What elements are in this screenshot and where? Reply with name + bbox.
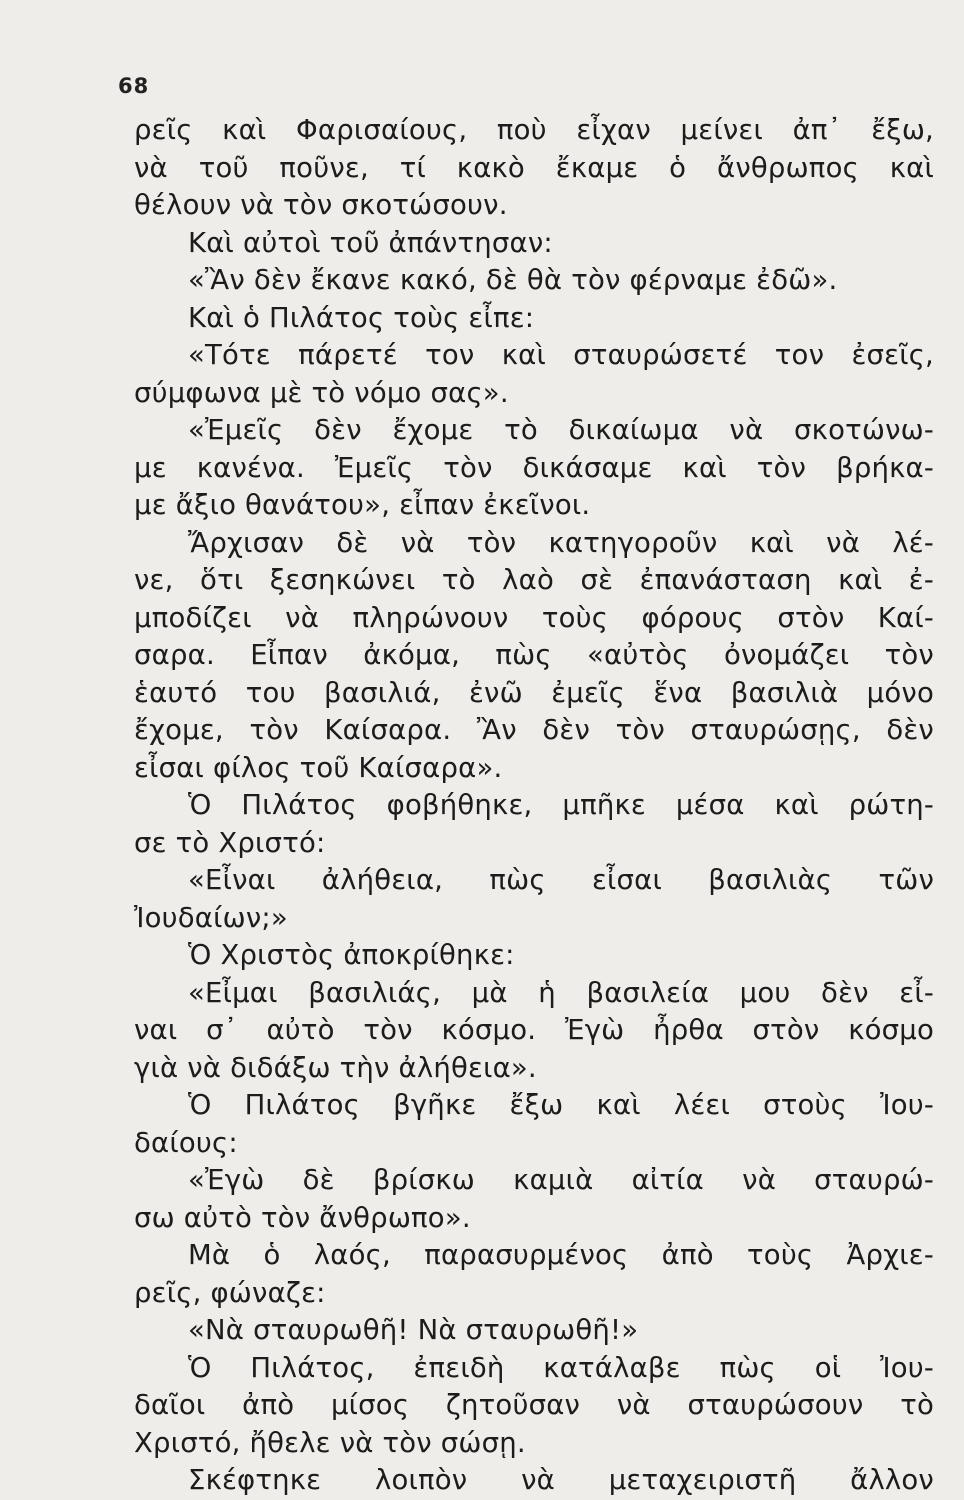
text-line: Ὁ Πιλάτος, ἐπειδὴ κατάλαβε πὼς οἱ Ἰου- bbox=[188, 1351, 934, 1384]
text-line: Ὁ Πιλάτος φοβήθηκε, μπῆκε μέσα καὶ ρώτη- bbox=[188, 789, 934, 821]
text-line: Χριστό, ἤθελε νὰ τὸν σώσῃ. bbox=[134, 1426, 526, 1459]
page-number: 68 bbox=[118, 74, 150, 98]
text-line: Καὶ αὐτοὶ τοῦ ἀπάντησαν: bbox=[188, 226, 553, 259]
text-line: γιὰ νὰ διδάξω τὴν ἀλήθεια». bbox=[134, 1051, 537, 1084]
text-line: με κανένα. Ἐμεῖς τὸν δικάσαμε καὶ τὸν βρήκα- bbox=[134, 451, 934, 484]
text-line: μποδίζει νὰ πληρώνουν τοὺς φόρους στὸν Καί- bbox=[134, 601, 934, 634]
text-line: ρεῖς καὶ Φαρισαίους, ποὺ εἶχαν μείνει ἀπ᾽ ἔξω, bbox=[134, 114, 934, 146]
text-line: ἔχομε, τὸν Καίσαρα. Ἂν δὲν τὸν σταυρώσῃς, δὲν bbox=[134, 714, 934, 746]
text-line: «Ἐγὼ δὲ βρίσκω καμιὰ αἰτία νὰ σταυρώ- bbox=[188, 1164, 934, 1196]
text-line: Ἰουδαίων;» bbox=[134, 901, 288, 934]
text-line: σύμφωνα μὲ τὸ νόμο σας». bbox=[134, 376, 509, 409]
text-line: «Ἂν δὲν ἔκανε κακό, δὲ θὰ τὸν φέρναμε ἐδῶ». bbox=[188, 264, 838, 296]
text-line: σε τὸ Χριστό: bbox=[134, 826, 326, 859]
text-line: ἑαυτό του βασιλιά, ἐνῶ ἐμεῖς ἕνα βασιλιὰ μόνο bbox=[134, 676, 934, 709]
text-line: με ἄξιο θανάτου», εἶπαν ἐκεῖνοι. bbox=[134, 489, 591, 521]
text-line: Ὁ Πιλάτος βγῆκε ἔξω καὶ λέει στοὺς Ἰου- bbox=[188, 1089, 934, 1121]
text-line: σαρα. Εἶπαν ἀκόμα, πὼς «αὐτὸς ὀνομάζει τὸν bbox=[134, 639, 934, 671]
text-line: «Ἐμεῖς δὲν ἔχομε τὸ δικαίωμα νὰ σκοτώνω- bbox=[188, 414, 934, 446]
text-line: Σκέφτηκε λοιπὸν νὰ μεταχειριστῆ ἄλλον bbox=[188, 1464, 934, 1496]
text-line: Μὰ ὁ λαός, παρασυρμένος ἀπὸ τοὺς Ἀρχιε- bbox=[188, 1239, 934, 1271]
text-line: «Νὰ σταυρωθῆ! Νὰ σταυρωθῆ!» bbox=[188, 1314, 639, 1346]
text-line: νε, ὅτι ξεσηκώνει τὸ λαὸ σὲ ἐπανάσταση καὶ ἐ- bbox=[134, 564, 934, 596]
text-line: ρεῖς, φώναζε: bbox=[134, 1276, 326, 1309]
text-line: «Εἶμαι βασιλιάς, μὰ ἡ βασιλεία μου δὲν εἶ- bbox=[188, 976, 934, 1009]
text-line: δαίους: bbox=[134, 1126, 238, 1159]
text-line: θέλουν νὰ τὸν σκοτώσουν. bbox=[134, 189, 508, 221]
text-line: σω αὐτὸ τὸν ἄνθρωπο». bbox=[134, 1201, 471, 1234]
text-line: Ἄρχισαν δὲ νὰ τὸν κατηγοροῦν καὶ νὰ λέ- bbox=[188, 526, 934, 559]
body-text bbox=[134, 112, 934, 1500]
text-line: Ὁ Χριστὸς ἀποκρίθηκε: bbox=[188, 939, 515, 971]
text-line: Καὶ ὁ Πιλάτος τοὺς εἶπε: bbox=[188, 301, 535, 334]
text-line: νὰ τοῦ ποῦνε, τί κακὸ ἔκαμε ὁ ἄνθρωπος καὶ bbox=[134, 151, 934, 184]
text-line: «Εἶναι ἀλήθεια, πὼς εἶσαι βασιλιὰς τῶν bbox=[188, 864, 934, 896]
text-line: «Τότε πάρετέ τον καὶ σταυρώσετέ τον ἐσεῖς, bbox=[188, 339, 934, 371]
text-line: ναι σ᾽ αὐτὸ τὸν κόσμο. Ἐγὼ ἦρθα στὸν κόσμο bbox=[134, 1014, 934, 1046]
text-line: δαῖοι ἀπὸ μίσος ζητοῦσαν νὰ σταυρώσουν τὸ bbox=[134, 1389, 934, 1421]
text-line: εἶσαι φίλος τοῦ Καίσαρα». bbox=[134, 751, 503, 784]
